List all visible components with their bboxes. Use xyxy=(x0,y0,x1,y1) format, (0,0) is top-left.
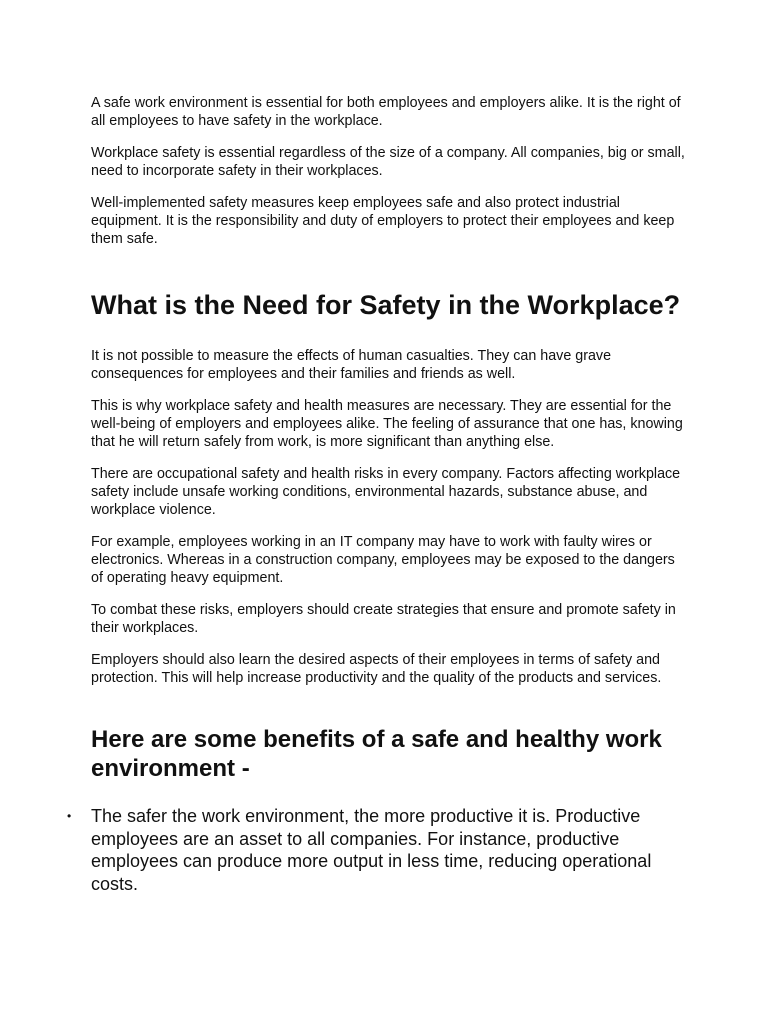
body-paragraph: There are occupational safety and health risks in every company. Factors affecting workplace safety include unsafe working conditions, environmental hazards, substance abuse, and workplace violence. xyxy=(91,466,681,518)
body-paragraph: Employers should also learn the desired aspects of their employees in terms of safety and protection. This will help increase productivity and the quality of the products and services. xyxy=(91,652,662,686)
body-paragraph: This is why workplace safety and health measures are necessary. They are essential for the well-being of employers and employees alike. The feeling of assurance that one has, knowing that he will return safely from work, is more significant than anything else. xyxy=(91,398,683,450)
list-item-text: The safer the work environment, the more productive it is. Productive employees are an asset to all companies. For instance, productive employees can produce more output in less time, reducing operational costs. xyxy=(91,806,652,894)
bullet-icon: • xyxy=(67,809,72,823)
body-paragraph: For example, employees working in an IT company may have to work with faulty wires or electronics. Whereas in a construction company, employees may be exposed to the dangers of operating heavy equipment. xyxy=(91,534,675,586)
body-paragraph: To combat these risks, employers should create strategies that ensure and promote safety in their workplaces. xyxy=(91,602,676,636)
intro-paragraph: A safe work environment is essential for both employees and employers alike. It is the right of all employees to have safety in the workplace. xyxy=(91,95,681,129)
intro-paragraph: Workplace safety is essential regardless of the size of a company. All companies, big or small, need to incorporate safety in their workplaces. xyxy=(91,145,685,179)
section-heading-benefits: Here are some benefits of a safe and healthy work environment - xyxy=(91,726,662,782)
section-heading-need-for-safety: What is the Need for Safety in the Workplace? xyxy=(91,290,681,320)
intro-paragraph: Well-implemented safety measures keep employees safe and also protect industrial equipment. It is the responsibility and duty of employers to protect their employees and keep them safe. xyxy=(91,195,675,247)
intro-section xyxy=(91,94,685,248)
document-page xyxy=(67,94,685,895)
body-paragraph: It is not possible to measure the effects of human casualties. They can have grave consequences for employees and their families and friends as well. xyxy=(91,348,612,382)
benefits-list xyxy=(67,805,685,895)
need-for-safety-section xyxy=(91,347,685,687)
list-item xyxy=(67,805,685,895)
